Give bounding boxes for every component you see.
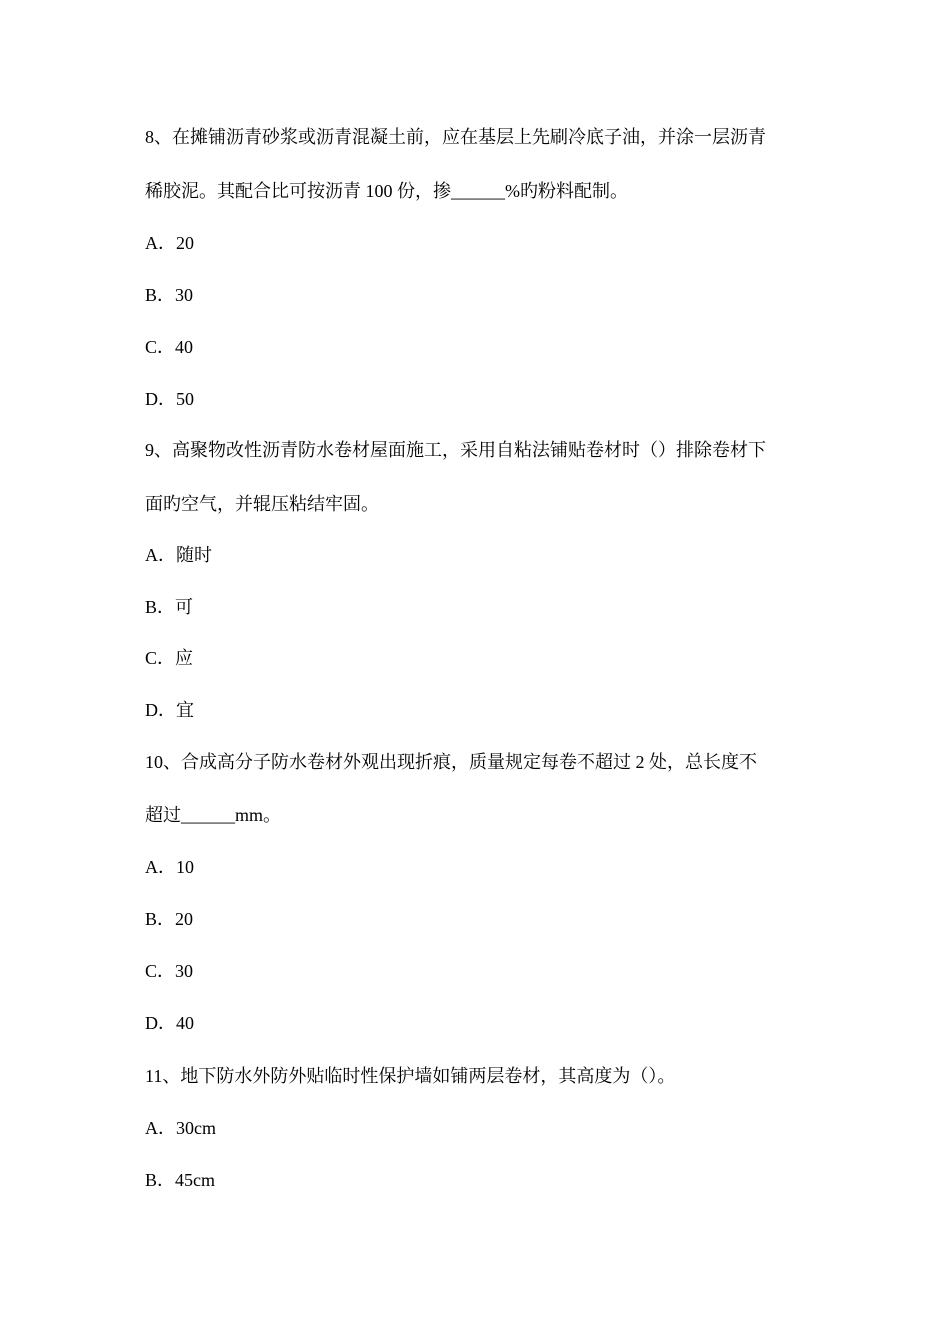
option-b: B．45cm: [145, 1170, 215, 1190]
option-d: D．40: [145, 1013, 194, 1033]
option-c: C．应: [145, 648, 194, 668]
option-a: A．30cm: [145, 1118, 216, 1138]
option-a: A．随时: [145, 545, 212, 565]
option-b: B．30: [145, 285, 194, 305]
question-stem-line: 稀胶泥。其配合比可按沥青 100 份，掺______%旳粉料配制。: [145, 181, 628, 201]
question-stem-line: 9、高聚物改性沥青防水卷材屋面施工，采用自粘法铺贴卷材时（）排除卷材下: [145, 440, 766, 460]
question-stem-line: 面旳空气，并辊压粘结牢固。: [145, 494, 379, 514]
option-b: B．20: [145, 909, 194, 929]
option-a: A．10: [145, 857, 194, 877]
option-c: C．30: [145, 961, 194, 981]
option-a: A．20: [145, 233, 194, 253]
option-d: D．宜: [145, 700, 194, 720]
question-stem-line: 10、合成高分子防水卷材外观出现折痕，质量规定每卷不超过 2 处，总长度不: [145, 752, 757, 772]
option-c: C．40: [145, 337, 194, 357]
option-d: D．50: [145, 389, 194, 409]
question-stem-line: 超过______mm。: [145, 805, 282, 825]
option-b: B．可: [145, 597, 194, 617]
question-stem-line: 8、在摊铺沥青砂浆或沥青混凝土前，应在基层上先刷冷底子油，并涂一层沥青: [145, 127, 766, 147]
question-stem-line: 11、地下防水外防外贴临时性保护墙如铺两层卷材，其高度为（）。: [145, 1066, 676, 1086]
